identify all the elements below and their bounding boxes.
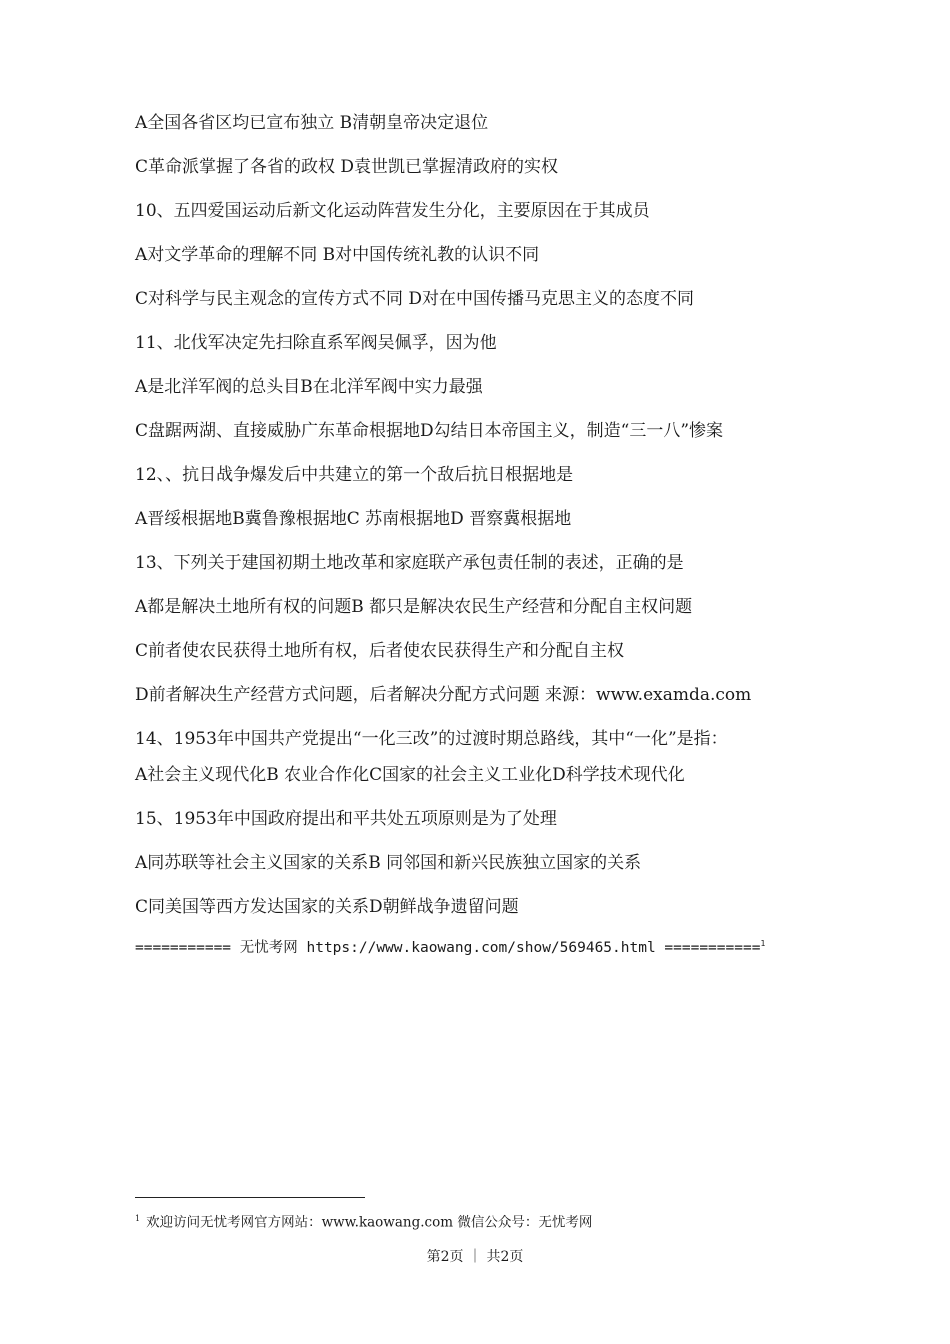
footnote-separator [135,1197,365,1198]
page-number: 第2页 ｜ 共2页 [426,1249,524,1265]
source-banner [135,934,825,958]
question-10-stem: 10、五四爱国运动后新文化运动阵营发生分化，主要原因在于其成员 [135,201,650,221]
question-14-stem: 14、1953年中国共产党提出“一化三改”的过渡时期总路线，其中“一化”是指： [135,729,728,749]
question-9-options-ab: A全国各省区均已宣布独立 B清朝皇帝决定退位 [135,113,489,133]
question-9-options-cd: C革命派掌握了各省的政权 D袁世凯已掌握清政府的实权 [135,157,559,177]
question-12-options: A晋绥根据地B冀鲁豫根据地C 苏南根据地D 晋察冀根据地 [135,509,572,529]
question-11-options-cd: C盘踞两湖、直接威胁广东革命根据地D勾结日本帝国主义，制造“三一八”惨案 [135,421,724,441]
question-15-options-cd: C同美国等西方发达国家的关系D朝鲜战争遗留问题 [135,897,519,917]
question-15-stem: 15、1953年中国政府提出和平共处五项原则是为了处理 [135,809,557,829]
question-11-options-ab: A是北洋军阀的总头目B在北洋军阀中实力最强 [135,377,483,397]
question-13-option-c: C前者使农民获得土地所有权，后者使农民获得生产和分配自主权 [135,641,625,661]
question-14-options: A社会主义现代化B 农业合作化C国家的社会主义工业化D科学技术现代化 [135,765,685,785]
question-10-options-cd: C对科学与民主观念的宣传方式不同 D对在中国传播马克思主义的态度不同 [135,289,695,309]
question-13-stem: 13、下列关于建国初期土地改革和家庭联产承包责任制的表述，正确的是 [135,553,684,573]
question-15-options-ab: A同苏联等社会主义国家的关系B 同邻国和新兴民族独立国家的关系 [135,853,642,873]
question-11-stem: 11、北伐军决定先扫除直系军阀吴佩孚，因为他 [135,333,497,353]
question-13-options-ab: A都是解决土地所有权的问题B 都只是解决农民生产经营和分配自主权问题 [135,597,693,617]
question-13-option-d: D前者解决生产经营方式问题，后者解决分配方式问题 来源：www.examda.com [135,685,752,705]
question-12-stem: 12、、抗日战争爆发后中共建立的第一个敌后抗日根据地是 [135,465,574,485]
footnote [135,1210,592,1232]
source-banner-text: =========== 无忧考网 https://www.kaowang.com/show/569465.html =========== [135,939,761,956]
footnote-text: 欢迎访问无忧考网官方网站：www.kaowang.com 微信公众号：无忧考网 [146,1214,593,1231]
footnote-mark: 1 [135,1214,141,1223]
question-10-options-ab: A对文学革命的理解不同 B对中国传统礼教的认识不同 [135,245,540,265]
page-content [135,112,825,958]
footnote-reference: 1 [760,939,766,948]
